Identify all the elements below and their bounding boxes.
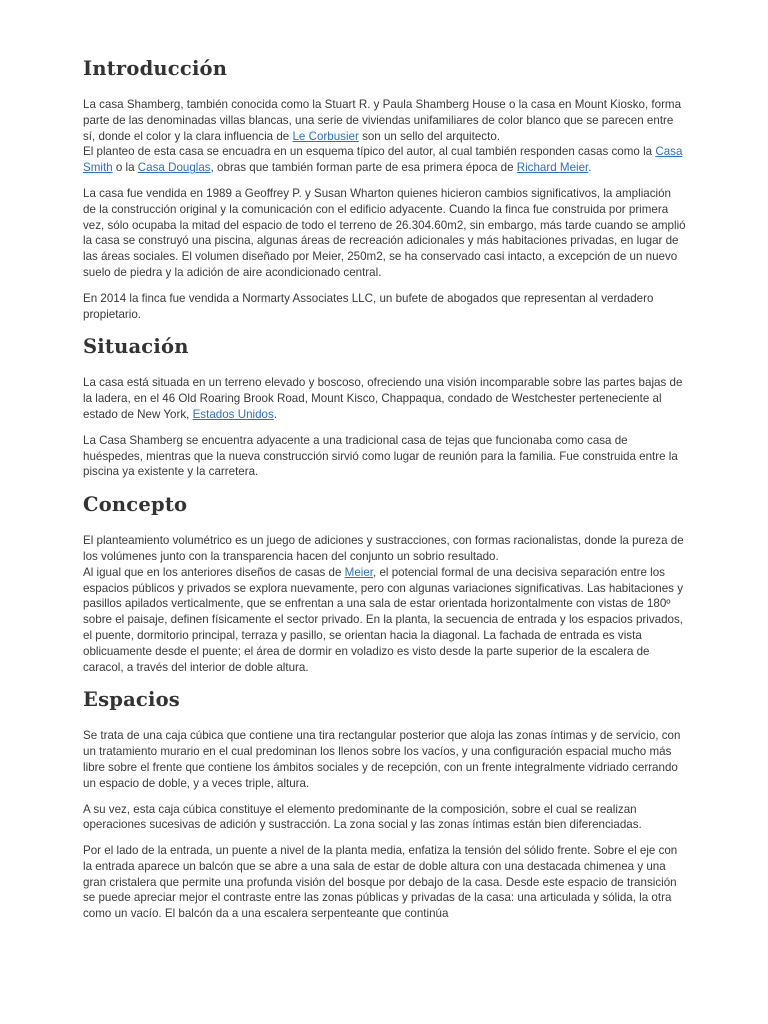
paragraph	[83, 565, 686, 676]
paragraph-text: El planteo de esta casa se encuadra en un esquema típico del autor, al cual también responden casas como la	[83, 145, 656, 159]
paragraph	[83, 144, 686, 176]
paragraph-text: La casa está situada en un terreno elevado y boscoso, ofreciendo una visión incomparable sobre las partes bajas de la ladera, en el 46 Old Roaring Brook Road, Mount Kisco, Chappaqua, condado de Westchester perteneciente al estado de New York,	[83, 376, 683, 421]
paragraph-text: son un sello del arquitecto.	[358, 129, 500, 143]
paragraph-text: Por el lado de la entrada, un puente a nivel de la planta media, enfatiza la tensión del sólido frente. Sobre el eje con la entrada aparece un balcón que se abre a una sala de estar de doble altura con una destacada chimenea y una gran cristalera que permite una profunda visión del bosque por debajo de la casa. Desde este espacio de transición se puede apreciar mejor el contraste entre las zonas públicas y privadas de la casa: una articulada y sólida, la otra como un vacío. El balcón da a una escalera serpenteante que continúa	[83, 844, 678, 921]
paragraph-text: Se trata de una caja cúbica que contiene una tira rectangular posterior que aloja las zonas íntimas y de servicio, con un tratamiento murario en el cual predominan los llenos sobre los vacíos, y una configuración espacial mucho más libre sobre el frente que contiene los ámbitos sociales y de recepción, con un frente integralmente vidriado cerrando un espacio de doble, y a veces triple, altura.	[83, 729, 681, 790]
paragraph	[83, 728, 686, 791]
section-heading: Espacios	[83, 688, 180, 712]
paragraph-text: , el potencial formal de una decisiva separación entre los espacios públicos y privados se explora nuevamente, pero con algunas variaciones significativas. Las habitaciones y pasillos apilados verticalmente, que se enfrentan a una sala de estar orientada horizontalmente con vistas de 180º sobre el paisaje, definen físicamente el sector privado. En la planta, la secuencia de entrada y los espacios privados, el puente, dormitorio principal, terraza y pasillo, se orientan hacia la diagonal. La fachada de entrada es vista oblicuamente desde el puente; el área de dormir en voladizo es visto desde la parte superior de la escalera de caracol, a través del interior de doble altura.	[83, 565, 684, 674]
paragraph-text: La casa Shamberg, también conocida como la Stuart R. y Paula Shamberg House o la casa en Mount Kiosko, forma parte de las denominadas villas blancas, una serie de viviendas unifamiliares de color blanco que se parecen entre sí, donde el color y la clara influencia de	[83, 98, 682, 143]
wiki-link[interactable]: Estados Unidos	[192, 407, 274, 421]
paragraph-text: La casa fue vendida en 1989 a Geoffrey P. y Susan Wharton quienes hicieron cambios significativos, la ampliación de la construcción original y la comunicación con el edificio adyacente. Cuando la finca fue construida por primera vez, sólo ocupaba la mitad del espacio de todo el terreno de 26.304.60m2, sin embargo, más tarde cuando se amplió la casa se construyó una piscina, algunas áreas de recreación adicionales y más habitaciones privadas, en lugar de las áreas sociales. El volumen diseñado por Meier, 250m2, se ha conservado casi intacto, a excepción de un nuevo suelo de piedra y la adición de aire acondicionado central.	[83, 186, 686, 279]
wiki-link[interactable]: Meier	[344, 565, 374, 579]
paragraph-text: .	[273, 407, 278, 421]
wiki-link[interactable]: Le Corbusier	[292, 129, 359, 143]
paragraph-text: En 2014 la finca fue vendida a Normarty Associates LLC, un bufete de abogados que representan al verdadero propietario.	[83, 291, 654, 321]
paragraph	[83, 186, 686, 281]
section-heading: Concepto	[83, 493, 188, 517]
wiki-link[interactable]: Richard Meier	[516, 161, 589, 175]
paragraph-text: o la	[112, 161, 138, 175]
section-heading: Introducción	[83, 57, 228, 80]
section-heading: Situación	[83, 335, 189, 359]
paragraph	[83, 533, 686, 565]
paragraph-text: .	[588, 161, 592, 175]
paragraph	[83, 802, 686, 834]
paragraph	[83, 291, 686, 323]
paragraph-text: A su vez, esta caja cúbica constituye el elemento predominante de la composición, sobre el cual se realizan operaciones sucesivas de adición y sustracción. La zona social y las zonas íntimas están bien diferenciadas.	[83, 802, 642, 832]
paragraph-text: La Casa Shamberg se encuentra adyacente a una tradicional casa de tejas que funcionaba como casa de huéspedes, mientras que la nueva construcción sirvió como lugar de reunión para la familia. Fue construida entre la piscina ya existente y la carretera.	[83, 433, 678, 479]
paragraph	[83, 433, 686, 480]
paragraph-text: El planteamiento volumétrico es un juego de adiciones y sustracciones, con formas racionalistas, donde la pureza de los volúmenes junto con la transparencia hacen del conjunto un sobrio resultado.	[83, 534, 684, 563]
wiki-link[interactable]: Casa Smith	[83, 145, 683, 175]
wiki-link[interactable]: Casa Douglas	[137, 161, 211, 175]
paragraph	[83, 375, 686, 422]
paragraph	[83, 843, 686, 922]
paragraph	[83, 97, 686, 144]
paragraph-text: , obras que también forman parte de esa primera época de	[210, 161, 517, 175]
paragraph-text: Al igual que en los anteriores diseños de casas de	[83, 565, 345, 579]
